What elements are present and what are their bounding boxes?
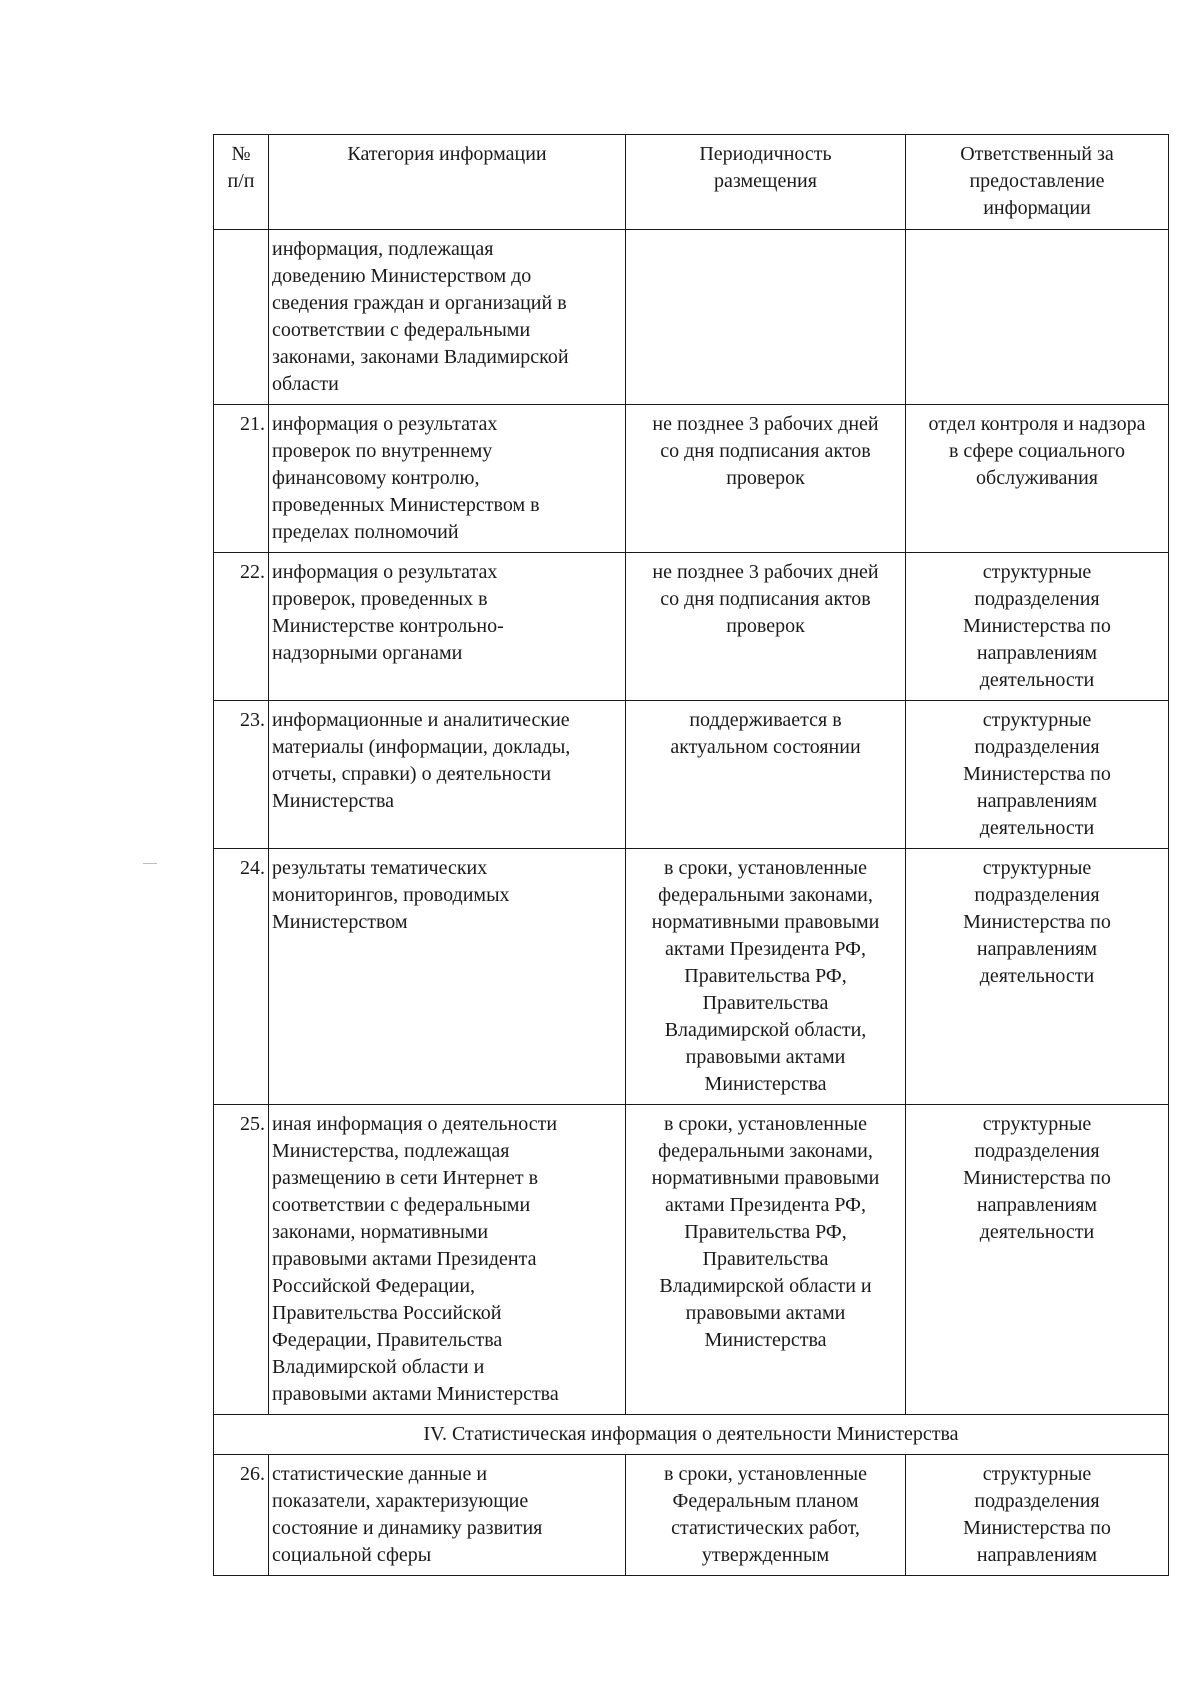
cell-num (214, 230, 269, 405)
cell-periodicity: поддерживается в актуальном состоянии (626, 701, 906, 849)
cell-responsible: структурные подразделения Министерства по направлениям деятельности (906, 849, 1169, 1105)
header-periodicity: Периодичность размещения (626, 135, 906, 230)
table-row (214, 553, 1169, 701)
cell-num: 25. (214, 1105, 269, 1415)
table-row (214, 230, 1169, 405)
cell-num: 26. (214, 1455, 269, 1576)
cell-category: информация о результатах проверок, проведенных в Министерстве контрольно- надзорными органами (269, 553, 626, 701)
cell-responsible: структурные подразделения Министерства по направлениям (906, 1455, 1169, 1576)
cell-responsible: структурные подразделения Министерства по направлениям деятельности (906, 701, 1169, 849)
section-row (214, 1415, 1169, 1455)
margin-mark (143, 863, 157, 864)
information-table (213, 134, 1169, 1576)
cell-category: информация о результатах проверок по внутреннему финансовому контролю, проведенных Министерством в пределах полномочий (269, 405, 626, 553)
cell-periodicity: не позднее 3 рабочих дней со дня подписания актов проверок (626, 405, 906, 553)
cell-periodicity: в сроки, установленные федеральными законами, нормативными правовыми актами Президента РФ, Правительства РФ, Правительства Владимирской области, правовыми актами Министерства (626, 849, 906, 1105)
cell-num: 24. (214, 849, 269, 1105)
cell-responsible (906, 230, 1169, 405)
cell-periodicity (626, 230, 906, 405)
cell-num: 23. (214, 701, 269, 849)
cell-category: информация, подлежащая доведению Министерством до сведения граждан и организаций в соответствии с федеральными законами, законами Владимирской области (269, 230, 626, 405)
header-category: Категория информации (269, 135, 626, 230)
cell-responsible: отдел контроля и надзора в сфере социального обслуживания (906, 405, 1169, 553)
cell-category: иная информация о деятельности Министерства, подлежащая размещению в сети Интернет в соответствии с федеральными законами, нормативными правовыми актами Президента Российской Федерации, Правительства Российской Федерации, Правительства Владимирской области и правовыми актами Министерства (269, 1105, 626, 1415)
cell-responsible: структурные подразделения Министерства по направлениям деятельности (906, 1105, 1169, 1415)
table-row (214, 1455, 1169, 1576)
table-row (214, 849, 1169, 1105)
cell-category: информационные и аналитические материалы (информации, доклады, отчеты, справки) о деятельности Министерства (269, 701, 626, 849)
cell-category: результаты тематических мониторингов, проводимых Министерством (269, 849, 626, 1105)
cell-periodicity: в сроки, установленные федеральными законами, нормативными правовыми актами Президента РФ, Правительства РФ, Правительства Владимирской области и правовыми актами Министерства (626, 1105, 906, 1415)
header-num: № п/п (214, 135, 269, 230)
table-row (214, 1105, 1169, 1415)
cell-num: 21. (214, 405, 269, 553)
cell-responsible: структурные подразделения Министерства по направлениям деятельности (906, 553, 1169, 701)
table-row (214, 701, 1169, 849)
cell-category: статистические данные и показатели, характеризующие состояние и динамику развития социальной сферы (269, 1455, 626, 1576)
cell-num: 22. (214, 553, 269, 701)
cell-periodicity: в сроки, установленные Федеральным планом статистических работ, утвержденным (626, 1455, 906, 1576)
table-row (214, 405, 1169, 553)
table-header-row (214, 135, 1169, 230)
section-title: IV. Статистическая информация о деятельности Министерства (214, 1415, 1169, 1455)
header-responsible: Ответственный за предоставление информации (906, 135, 1169, 230)
cell-periodicity: не позднее 3 рабочих дней со дня подписания актов проверок (626, 553, 906, 701)
